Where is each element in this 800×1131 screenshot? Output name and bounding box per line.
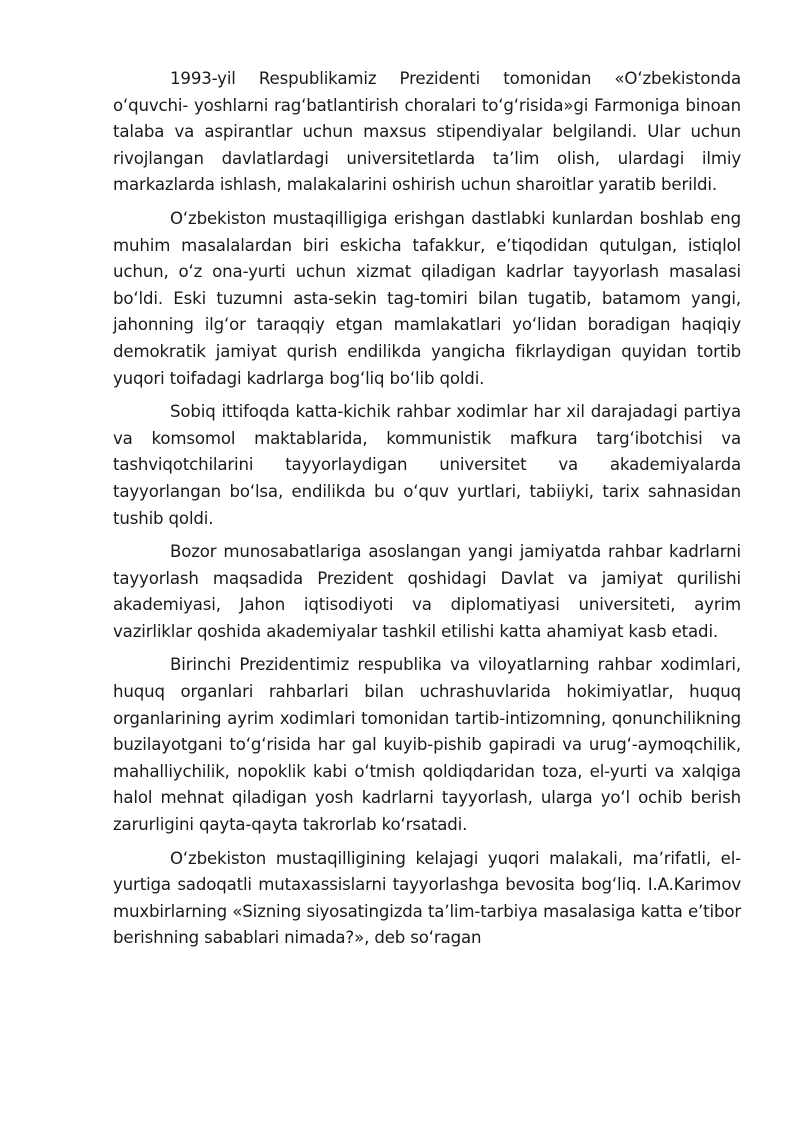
- paragraph-2: Oʻzbekiston mustaqilligiga erishgan dastlabki kunlardan boshlab eng muhim masalalardan biri eskicha tafakkur, eʼtiqodidan qutulgan, istiqlol uchun, oʻz ona-yurti uchun xizmat qiladigan kadrlar tayyorlash masalasi boʻldi. Eski tuzumni asta-sekin tag-tomiri bilan tugatib, batamom yangi, jahonning ilgʻor taraqqiy etgan mamlakatlari yoʻlidan boradigan haqiqiy demokratik jamiyat qurish endilikda yangicha fikrlaydigan quyidan tortib yuqori toifadagi kadrlarga bogʻliq boʻlib qoldi.: [113, 208, 741, 388]
- paragraph-4: Bozor munosabatlariga asoslangan yangi jamiyatda rahbar kadrlarni tayyorlash maqsadida Prezident qoshidagi Davlat va jamiyat qurilishi akademiyasi, Jahon iqtisodiyoti va diplomatiyasi universiteti, ayrim vazirliklar qoshida akademiyalar tashkil etilishi katta ahamiyat kasb etadi.: [113, 542, 741, 641]
- paragraph-5: Birinchi Prezidentimiz respublika va viloyatlarning rahbar xodimlari, huquq organlari rahbarlari bilan uchrashuvlarida hokimiyatlar, huquq organlarining ayrim xodimlari tomonidan tartib-intizomning, qonunchilikning buzilayotgani toʻgʻrisida har gal kuyib-pishib gapiradi va urugʻ-aymoqchilik, mahalliychilik, nopoklik kabi oʻtmish qoldiqdaridan toza, el-yurti va xalqiga halol mehnat qiladigan yosh kadrlarni tayyorlash, ularga yoʻl ochib berish zarurligini qayta-qayta takrorlab koʻrsatadi.: [113, 655, 741, 835]
- paragraph-6: Oʻzbekiston mustaqilligining kelajagi yuqori malakali, maʼrifatli, el- yurtiga sadoqatli mutaxassislarni tayyorlashga bevosita bogʻliq. I.A.Karimov muxbirlarning «Sizning siyosatingizda taʼlim-tarbiya masalasiga katta eʼtibor berishning sabablari nimada?», deb soʻragan: [113, 848, 741, 948]
- document-page: [113, 66, 741, 959]
- paragraph-3: Sobiq ittifoqda katta-kichik rahbar xodimlar har xil darajadagi partiya va komsomol maktablarida, kommunistik mafkura targʻibotchisi va tashviqotchilarini tayyorlaydigan universitet va akademiyalarda tayyorlangan boʻlsa, endilikda bu oʻquv yurtlari, tabiiyki, tarix sahnasidan tushib qoldi.: [113, 402, 741, 528]
- paragraph-1: 1993-yil Respublikamiz Prezidenti tomonidan «Oʻzbekistonda oʻquvchi- yoshlarni ragʻbatlantirish choralari toʻgʻrisida»gi Farmoniga binoan talaba va aspirantlar uchun maxsus stipendiyalar belgilandi. Ular uchun rivojlangan davlatlardagi universitetlarda taʼlim olish, ulardagi ilmiy markazlarda ishlash, malakalarini oshirish uchun sharoitlar yaratib berildi.: [113, 69, 741, 195]
